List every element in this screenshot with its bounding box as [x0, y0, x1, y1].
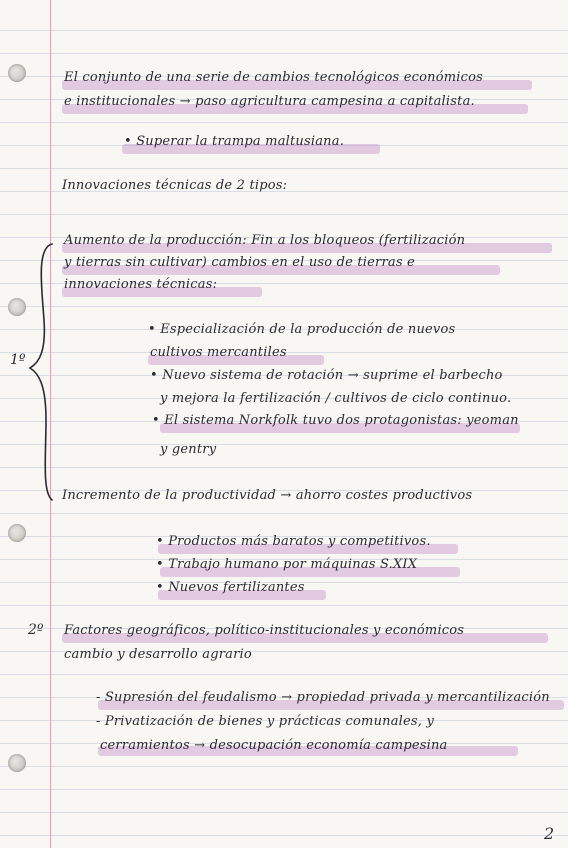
note-line: y gentry	[160, 442, 217, 457]
note-line: • El sistema Norkfolk tuvo dos protagonistas: yeoman	[152, 413, 519, 428]
note-line: • Trabajo humano por máquinas S.XIX	[156, 557, 418, 572]
page-number: 2	[544, 824, 555, 843]
note-line: • Superar la trampa maltusiana.	[124, 134, 345, 149]
note-line: - Privatización de bienes y prácticas comunales, y	[96, 714, 435, 729]
note-line: Incremento de la productividad → ahorro costes productivos	[62, 488, 473, 503]
note-line: • Nuevo sistema de rotación → suprime el barbecho	[150, 368, 503, 383]
note-line: y tierras sin cultivar) cambios en el uso de tierras e	[64, 255, 415, 270]
note-line: innovaciones técnicas:	[64, 277, 218, 292]
note-line: cultivos mercantiles	[150, 345, 287, 360]
note-line: • Productos más baratos y competitivos.	[156, 534, 431, 549]
note-line: Aumento de la producción: Fin a los bloqueos (fertilización	[64, 233, 466, 248]
note-line: e institucionales → paso agricultura campesina a capitalista.	[64, 94, 475, 109]
note-line: • Nuevos fertilizantes	[156, 580, 305, 595]
note-line: y mejora la fertilización / cultivos de ciclo continuo.	[160, 391, 512, 406]
note-line: El conjunto de una serie de cambios tecnológicos económicos	[64, 70, 484, 85]
note-line: Factores geográficos, político-institucionales y económicos	[64, 623, 465, 638]
section-marker-2: 2º	[28, 622, 44, 638]
note-line: cambio y desarrollo agrario	[64, 647, 252, 662]
note-line: Innovaciones técnicas de 2 tipos:	[62, 178, 288, 193]
note-line: cerramientos → desocupación economía campesina	[100, 738, 448, 753]
note-line: - Supresión del feudalismo → propiedad privada y mercantilización	[96, 690, 550, 705]
section-marker-1: 1º	[10, 352, 26, 368]
note-line: • Especialización de la producción de nuevos	[148, 322, 456, 337]
